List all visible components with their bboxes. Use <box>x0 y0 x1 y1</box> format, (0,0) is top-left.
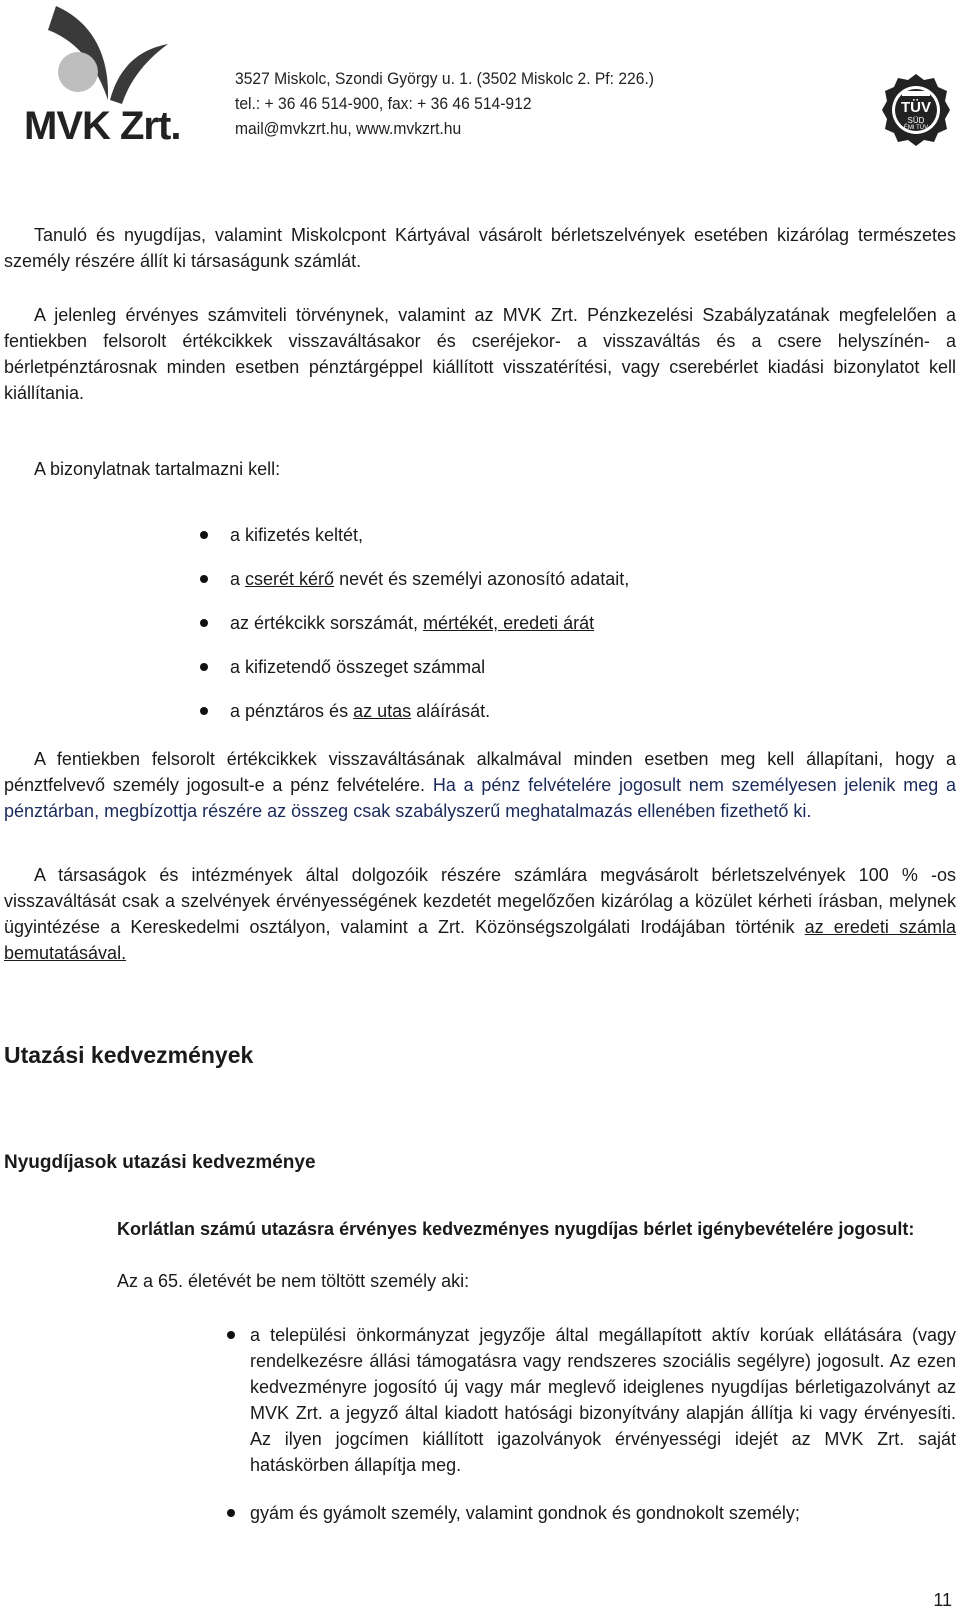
list-item: az értékcikk sorszámát, mértékét, eredeti árát <box>230 610 629 654</box>
list-item: a pénztáros és az utas aláírását. <box>230 698 629 742</box>
bullet-icon <box>200 531 208 539</box>
bullet-icon <box>200 707 208 715</box>
paragraph-authorization: A fentiekben felsorolt értékcikkek visszaváltásának alkalmával minden esetben meg kell állapítani, hogy a pénztfelvevő személy jogosult-e a pénz felvételére. Ha a pénz felvételére jogosult nem személyesen jelenik meg a pénztárban, megbízottja részére az összeg csak szabályszerű meghatalmazás ellenében fizethető ki. <box>4 749 956 821</box>
age-condition: Az a 65. életévét be nem töltött személy aki: <box>117 1271 470 1291</box>
tuv-certification-badge <box>880 72 952 148</box>
paragraph-invoice-rule: Tanuló és nyugdíjas, valamint Miskolcpont Kártyával vásárolt bérletszelvények esetében kizárólag természetes személy részére állít ki társaságunk számlát. <box>4 225 956 271</box>
page-number: 11 <box>933 1590 952 1610</box>
bullet-icon <box>227 1509 235 1517</box>
bullet-icon <box>200 575 208 583</box>
paragraph-accounting-law: A jelenleg érvényes számviteli törvénynek, valamint az MVK Zrt. Pénzkezelési Szabályzatának megfelelően a fentiekben felsorolt értékcikkek visszaváltásakor és cseréjekor- a visszaváltás és a csere helyszínén- a bérletpénztárosnak minden esetben pénztárgéppel kiállított visszatérítési, vagy cserebérlet kiadási bizonylatot kell kiállítania. <box>4 305 956 403</box>
tuv-text: TÜV <box>901 99 931 116</box>
sud-text: SÜD <box>907 116 925 125</box>
receipt-content-list <box>230 522 629 742</box>
phone-line: tel.: + 36 46 514-900, fax: + 36 46 514-912 <box>235 94 532 113</box>
bullet-icon <box>200 619 208 627</box>
bullet-icon <box>227 1331 235 1339</box>
list-item: a kifizetés keltét, <box>230 522 629 566</box>
list-item: a cserét kérő nevét és személyi azonosító adatait, <box>230 566 629 610</box>
eligibility-heading: Korlátlan számú utazásra érvényes kedvezményes nyugdíjas bérlet igénybevételére jogosult: <box>117 1219 915 1239</box>
bullet-icon <box>200 663 208 671</box>
paragraph-company-refund: A társaságok és intézmények által dolgozóik részére számlára megvásárolt bérletszelvények 100 % -os visszaváltását csak a szelvények érvényességének kezdetét megelőzően kizárólag a közület kérheti írásban, melynek ügyintézése a Kereskedelmi osztályon, valamint a Zrt. Közönségszolgálati Irodájában történik az eredeti számla bemutatásával. <box>4 865 956 963</box>
mvk-logo-mark <box>18 0 193 110</box>
list-item: a települési önkormányzat jegyzője által megállapított aktív korúak ellátására (vagy rendelkezésre állási támogatásra vagy rendszeres szociális segélyre) jogosult. Az ezen kedvezményre jogosító új vagy már meglevő ideiglenes nyugdíjas bérletigazolványt az MVK Zrt. a jegyző által kiadott hatósági bizonyítvány alapján állítja ki vagy érvényesíti. Az ilyen jogcímen kiállított igazolványok érvényességi idejét az MVK Zrt. saját hatáskörben állapítja meg. <box>250 1322 956 1478</box>
company-address <box>235 66 654 141</box>
emi-tuv-text: ÉMI TÜV <box>903 125 929 131</box>
section-title: Utazási kedvezmények <box>4 1042 254 1068</box>
section-subtitle: Nyugdíjasok utazási kedvezménye <box>4 1152 316 1173</box>
email-line: mail@mvkzrt.hu, www.mvkzrt.hu <box>235 119 462 138</box>
mvk-logo <box>18 0 193 148</box>
list-item: a kifizetendő összeget számmal <box>230 654 629 698</box>
list-item: gyám és gyámolt személy, valamint gondnok és gondnokolt személy; <box>250 1500 956 1526</box>
address-line: 3527 Miskolc, Szondi György u. 1. (3502 Miskolc 2. Pf: 226.) <box>235 69 655 88</box>
paragraph-receipt-intro: A bizonylatnak tartalmazni kell: <box>34 459 281 479</box>
logo-text: MVK Zrt. <box>24 104 181 148</box>
